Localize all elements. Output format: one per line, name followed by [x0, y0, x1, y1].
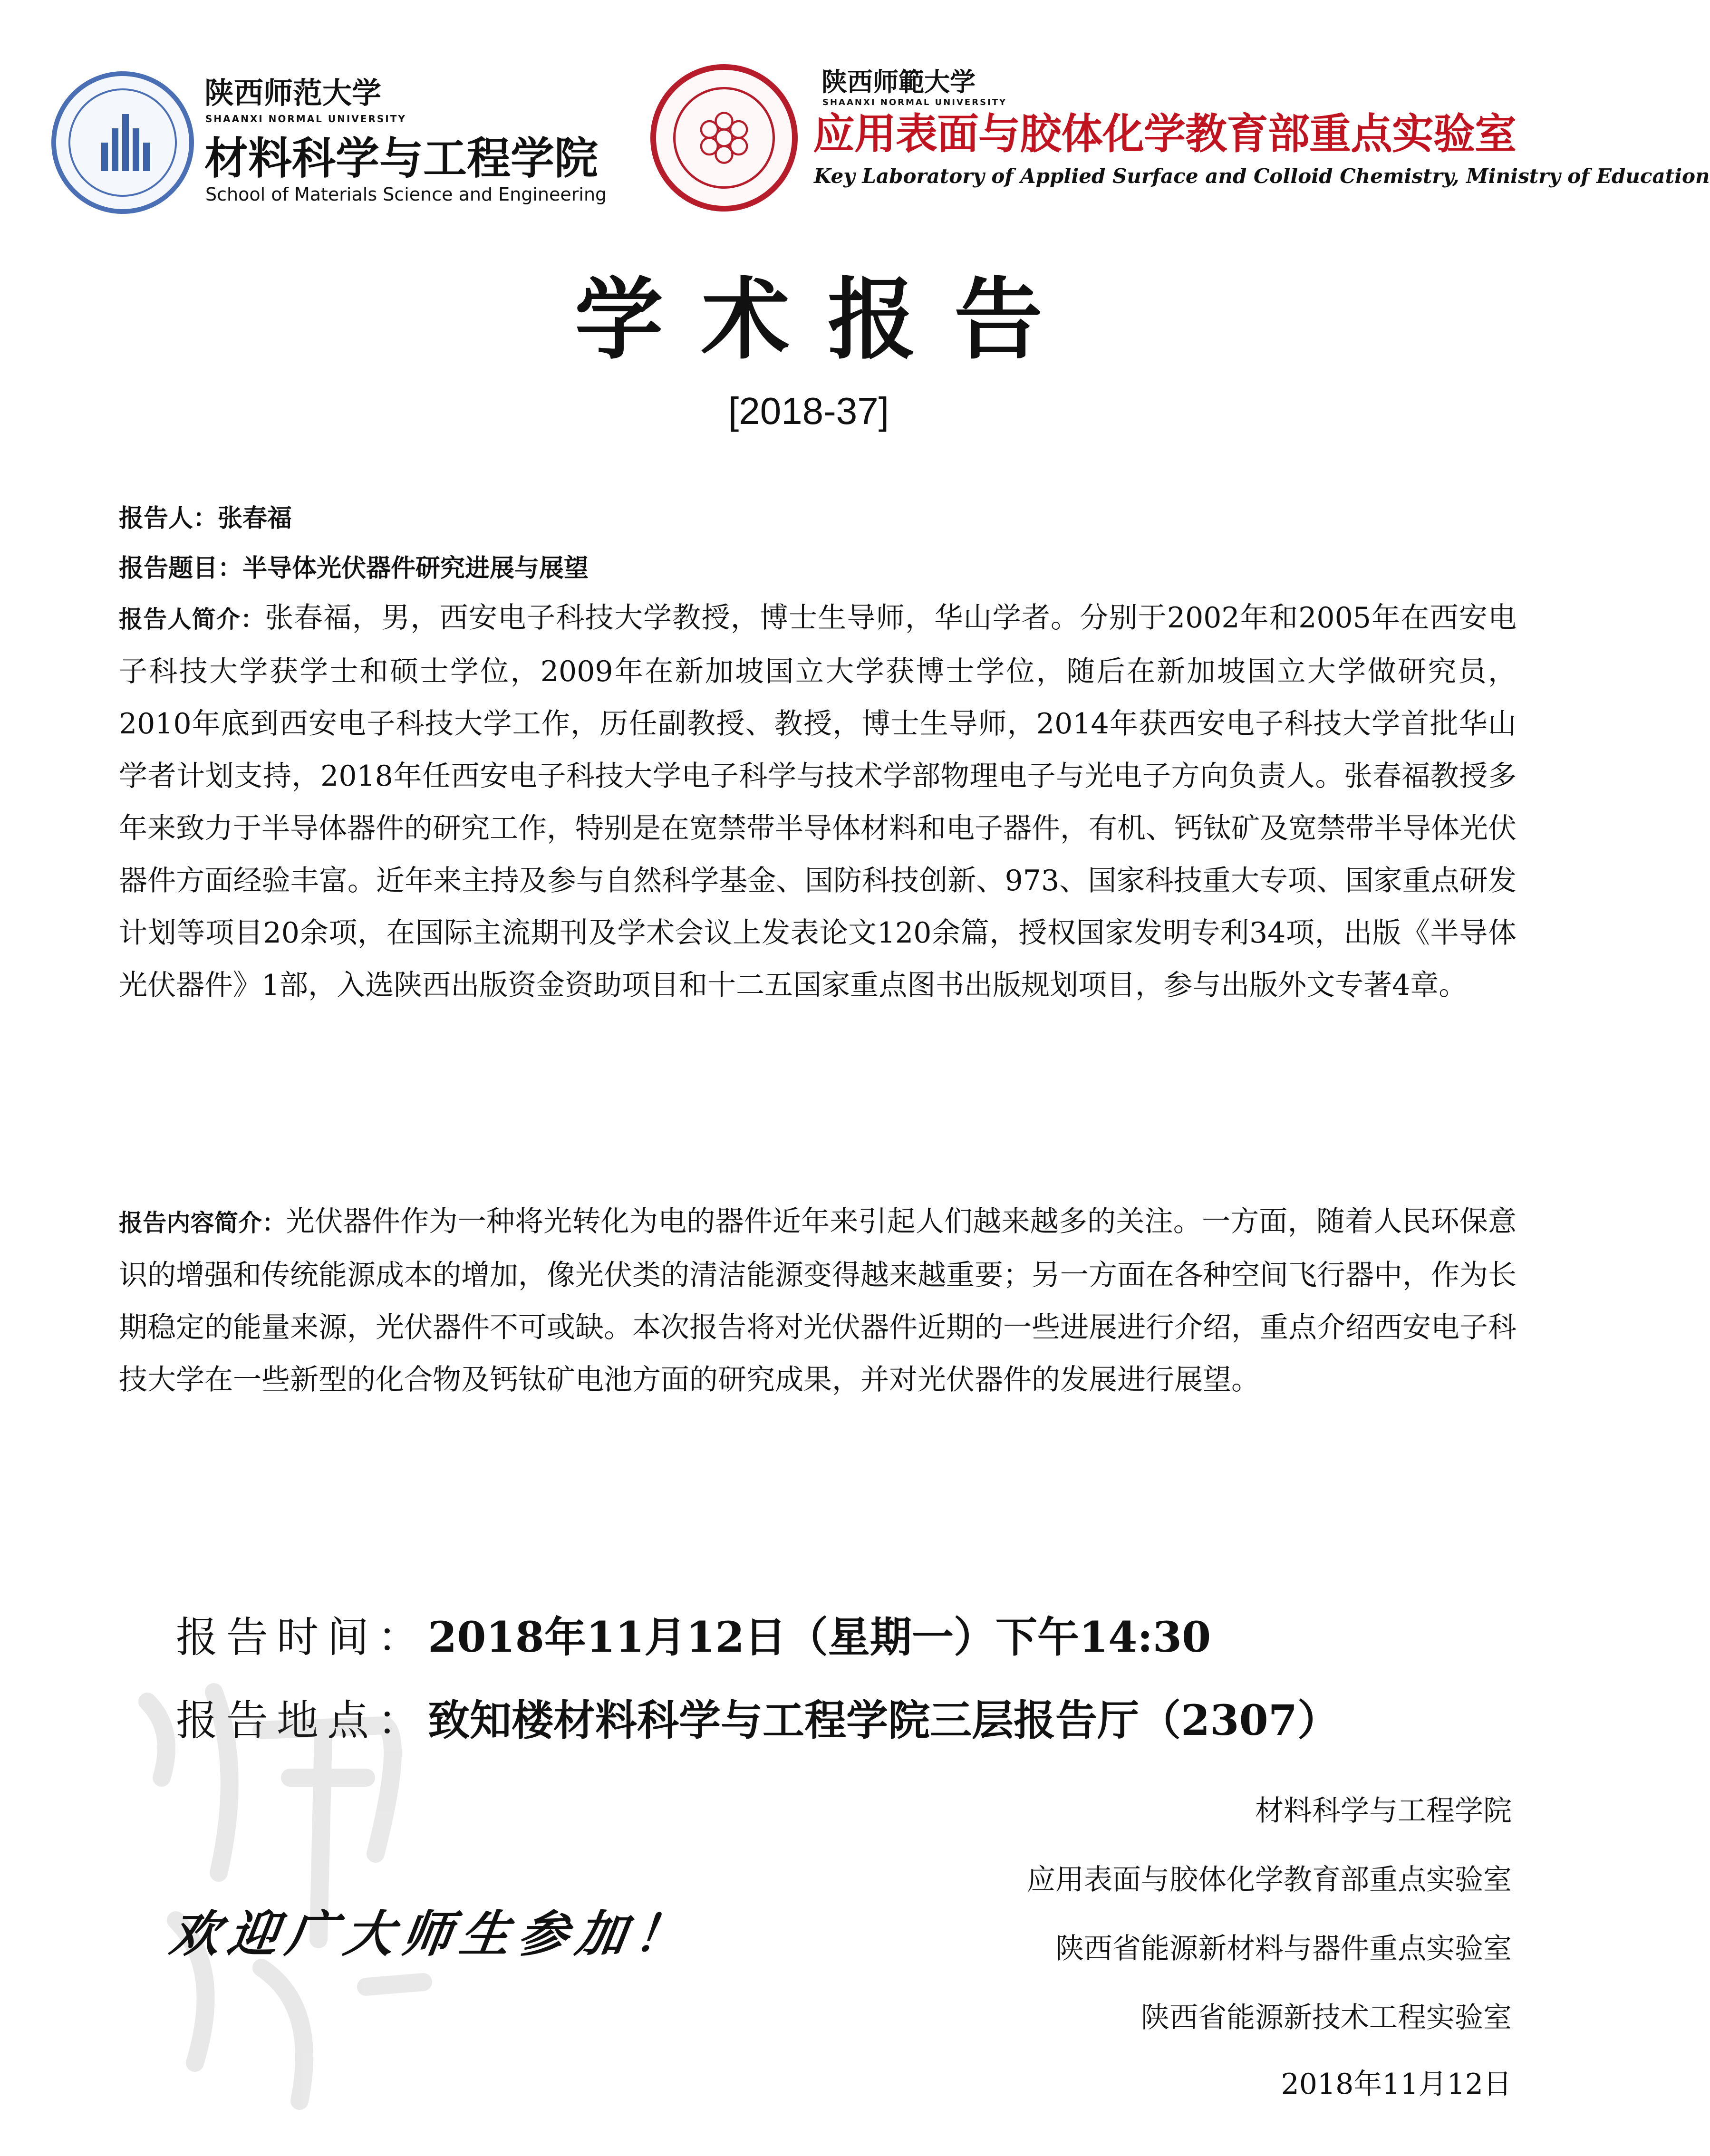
- bio-text: 张春福，男，西安电子科技大学教授，博士生导师，华山学者。分别于2002年和2005年在西安电子科技大学获学士和硕士学位，2009年在新加坡国立大学获博士学位，随后在新加坡国立大学做研究员，2010年底到西安电子科技大学工作，历任副教授、教授，博士生导师，2014年获西安电子科技大学首批华山学者计划支持，2018年任西安电子科技大学电子科学与技术学部物理电子与光电子方向负责人。张春福教授多年来致力于半导体器件的研究工作，特别是在宽禁带半导体材料和电子器件，有机、钙钛矿及宽禁带半导体光伏器件方面经验丰富。近年来主持及参与自然科学基金、国防科技创新、973、国家科技重大专项、国家重点研发计划等项目20余项，在国际主流期刊及学术会议上发表论文120余篇，授权国家发明专利34项，出版《半导体光伏器件》1部，入选陕西出版资金资助项目和十二五国家重点图书出版规划项目，参与出版外文专著4章。: [119, 601, 1517, 1002]
- topic-field: [119, 556, 589, 581]
- abstract-label: 报告内容简介：: [119, 1209, 286, 1237]
- organizer-2: 应用表面与胶体化学教育部重点实验室: [1027, 1863, 1512, 1896]
- time-value: 2018年11月12日（星期一）下午14:30: [428, 1612, 1211, 1662]
- bio-label: 报告人简介：: [119, 606, 265, 633]
- topic-label: 报告题目：: [119, 554, 243, 583]
- report-number: [2018-37]: [728, 390, 889, 432]
- place-value: 致知楼材料科学与工程学院三层报告厅（2307）: [428, 1695, 1339, 1745]
- university-name-en-left: SHAANXI NORMAL UNIVERSITY: [205, 113, 406, 125]
- speaker-field: [119, 506, 292, 531]
- welcome-slogan: 欢迎广大师生参加！: [166, 1905, 697, 1963]
- time-label: 报告时间：: [176, 1613, 428, 1662]
- place-label: 报告地点：: [176, 1696, 428, 1745]
- speaker-label: 报告人：: [119, 504, 218, 533]
- university-name-en-right: SHAANXI NORMAL UNIVERSITY: [822, 97, 1007, 107]
- lab-name-cn: 应用表面与胶体化学教育部重点实验室: [813, 109, 1517, 158]
- university-name-left: 陕西师范大学: [204, 76, 382, 110]
- lab-name-en: Key Laboratory of Applied Surface and Colloid Chemistry, Ministry of Education: [814, 164, 1710, 188]
- organizer-3: 陕西省能源新材料与器件重点实验室: [1055, 1932, 1512, 1965]
- lab-seal-icon: [650, 64, 798, 212]
- school-name-en: School of Materials Science and Engineering: [205, 184, 607, 205]
- organizer-4: 陕西省能源新技术工程实验室: [1141, 2001, 1512, 2034]
- organizer-1: 材料科学与工程学院: [1255, 1794, 1512, 1828]
- bio-section: [119, 592, 1517, 1011]
- university-name-right: 陕西师範大学: [821, 67, 976, 97]
- abstract-section: [119, 1195, 1517, 1406]
- page-title: 学术报告: [574, 268, 1081, 371]
- school-seal-icon: [51, 71, 194, 214]
- notice-date: 2018年11月12日: [1281, 2068, 1512, 2101]
- abstract-text: 光伏器件作为一种将光转化为电的器件近年来引起人们越来越多的关注。一方面，随着人民环保意识的增强和传统能源成本的增加，像光伏类的清洁能源变得越来越重要；另一方面在各种空间飞行器中，作为长期稳定的能量来源，光伏器件不可或缺。本次报告将对光伏器件近期的一些进展进行介绍，重点介绍西安电子科技大学在一些新型的化合物及钙钛矿电池方面的研究成果，并对光伏器件的发展进行展望。: [119, 1205, 1517, 1396]
- topic-value: 半导体光伏器件研究进展与展望: [242, 554, 589, 583]
- time-field: [176, 1612, 1211, 1662]
- speaker-value: 张春福: [218, 504, 292, 533]
- school-name-cn: 材料科学与工程学院: [204, 133, 599, 184]
